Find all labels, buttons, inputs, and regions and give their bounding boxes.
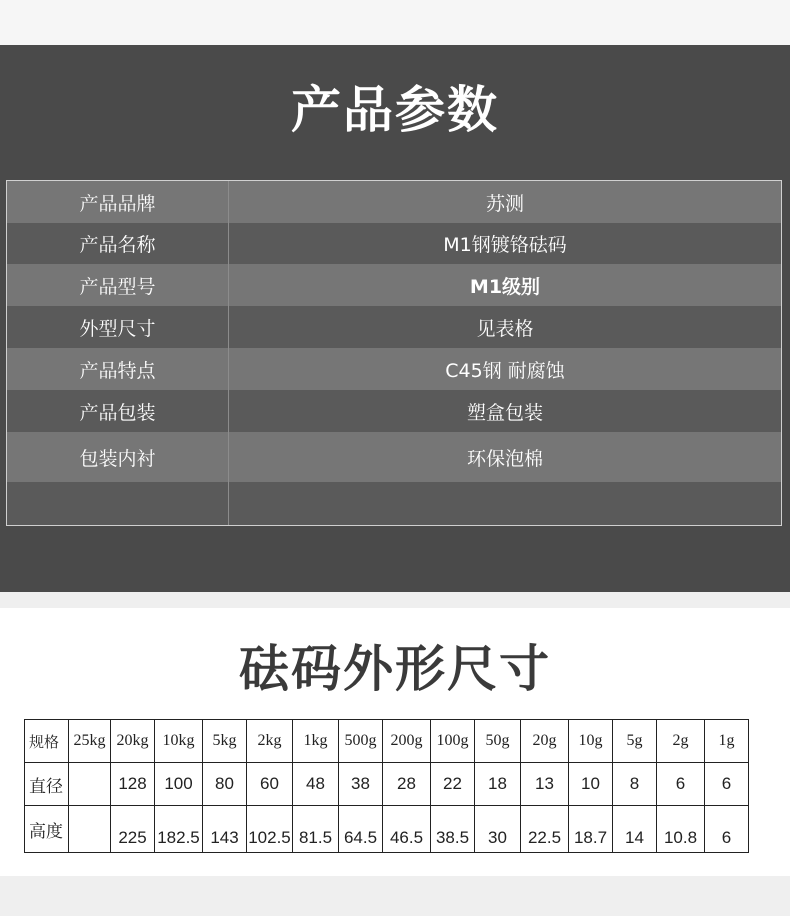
param-row-model bbox=[7, 264, 781, 306]
dims-cell: 规格 bbox=[25, 720, 69, 763]
dims-cell: 22.5 bbox=[521, 806, 569, 853]
dims-cell: 10.8 bbox=[657, 806, 705, 853]
dims-cell: 8 bbox=[613, 763, 657, 806]
dims-cell: 直径 bbox=[25, 763, 69, 806]
param-value: 环保泡棉 bbox=[466, 447, 543, 470]
param-label: 外型尺寸 bbox=[7, 306, 229, 348]
dims-cell: 2kg bbox=[247, 720, 293, 763]
param-label bbox=[7, 482, 229, 525]
param-value: M1级别 bbox=[469, 275, 541, 298]
params-section bbox=[0, 45, 790, 592]
bottom-strip bbox=[0, 876, 790, 916]
dims-cell: 225 bbox=[111, 806, 155, 853]
param-label: 产品包装 bbox=[7, 390, 229, 432]
param-value: M1钢镀铬砝码 bbox=[443, 234, 567, 256]
dims-cell: 20kg bbox=[111, 720, 155, 763]
dims-cell: 14 bbox=[613, 806, 657, 853]
dims-title: 砝码外形尺寸 bbox=[239, 640, 551, 698]
dims-cell: 48 bbox=[293, 763, 339, 806]
dims-cell: 1g bbox=[705, 720, 749, 763]
param-value: C45钢 耐腐蚀 bbox=[445, 359, 565, 382]
param-row-empty bbox=[7, 482, 781, 525]
dims-cell: 80 bbox=[203, 763, 247, 806]
param-label: 产品型号 bbox=[7, 264, 229, 306]
dims-cell bbox=[69, 763, 111, 806]
dims-cell: 13 bbox=[521, 763, 569, 806]
dims-cell: 6 bbox=[657, 763, 705, 806]
dims-cell: 22 bbox=[431, 763, 475, 806]
params-table bbox=[6, 180, 782, 526]
dims-cell: 182.5 bbox=[155, 806, 203, 853]
dims-cell: 38 bbox=[339, 763, 383, 806]
param-value: 塑盒包装 bbox=[466, 401, 543, 424]
dims-cell: 1kg bbox=[293, 720, 339, 763]
param-label: 产品品牌 bbox=[7, 181, 229, 223]
param-row-package bbox=[7, 390, 781, 432]
param-label: 产品特点 bbox=[7, 348, 229, 390]
dims-cell: 28 bbox=[383, 763, 431, 806]
dims-cell: 5kg bbox=[203, 720, 247, 763]
dims-cell: 128 bbox=[111, 763, 155, 806]
dims-cell: 100g bbox=[431, 720, 475, 763]
param-value: 见表格 bbox=[476, 317, 534, 340]
dims-cell: 100 bbox=[155, 763, 203, 806]
dims-table bbox=[24, 719, 749, 853]
dims-cell: 10 bbox=[569, 763, 613, 806]
dims-cell: 38.5 bbox=[431, 806, 475, 853]
dims-cell: 143 bbox=[203, 806, 247, 853]
dims-cell: 200g bbox=[383, 720, 431, 763]
dims-cell: 46.5 bbox=[383, 806, 431, 853]
dims-cell: 10g bbox=[569, 720, 613, 763]
params-title: 产品参数 bbox=[291, 81, 499, 139]
dims-cell: 高度 bbox=[25, 806, 69, 853]
dims-diameter-row bbox=[25, 763, 749, 806]
dims-cell: 64.5 bbox=[339, 806, 383, 853]
param-label: 产品名称 bbox=[7, 223, 229, 264]
dims-cell: 5g bbox=[613, 720, 657, 763]
top-strip bbox=[0, 0, 790, 45]
param-row-lining bbox=[7, 432, 781, 482]
dims-cell: 18.7 bbox=[569, 806, 613, 853]
param-row-feature bbox=[7, 348, 781, 390]
dims-cell: 81.5 bbox=[293, 806, 339, 853]
dims-cell: 50g bbox=[475, 720, 521, 763]
dims-cell: 18 bbox=[475, 763, 521, 806]
param-row-size bbox=[7, 306, 781, 348]
param-value: 苏测 bbox=[485, 192, 524, 215]
param-row-name bbox=[7, 223, 781, 264]
dims-height-row bbox=[25, 806, 749, 853]
dims-cell: 2g bbox=[657, 720, 705, 763]
dims-cell: 6 bbox=[705, 763, 749, 806]
divider-band bbox=[0, 592, 790, 608]
dims-cell bbox=[69, 806, 111, 853]
param-value bbox=[229, 482, 781, 525]
param-row-brand bbox=[7, 181, 781, 223]
dims-cell: 6 bbox=[705, 806, 749, 853]
dims-cell: 20g bbox=[521, 720, 569, 763]
dims-cell: 30 bbox=[475, 806, 521, 853]
dims-header-row bbox=[25, 720, 749, 763]
dims-cell: 102.5 bbox=[247, 806, 293, 853]
dims-cell: 60 bbox=[247, 763, 293, 806]
dims-cell: 25kg bbox=[69, 720, 111, 763]
dims-cell: 10kg bbox=[155, 720, 203, 763]
param-label: 包装内衬 bbox=[7, 432, 229, 482]
dims-cell: 500g bbox=[339, 720, 383, 763]
